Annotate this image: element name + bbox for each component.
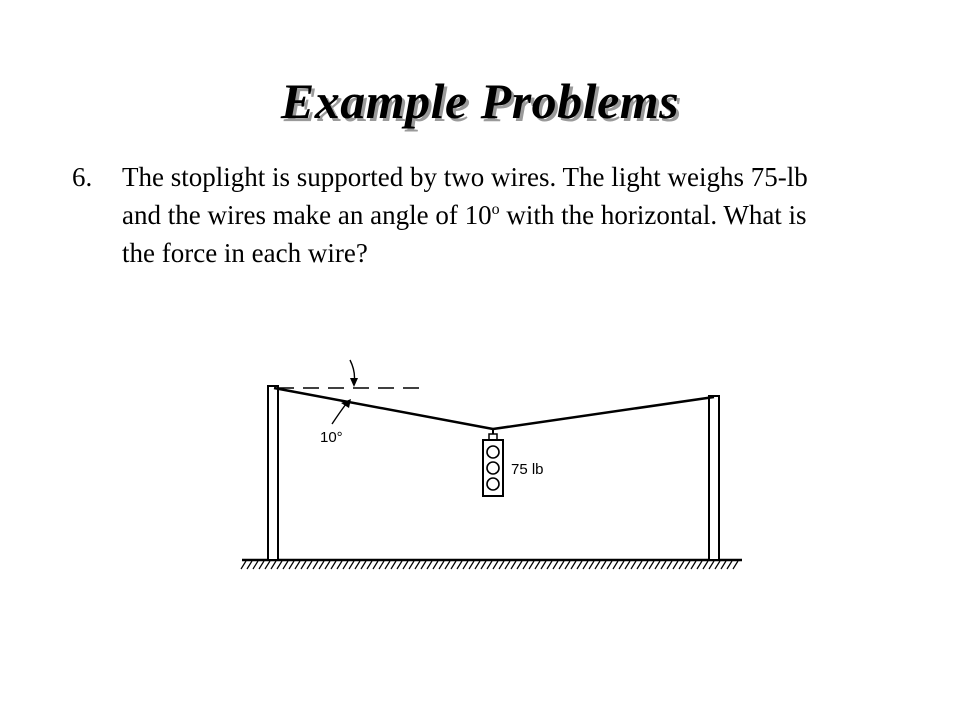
ground-hatch-line	[625, 561, 630, 569]
ground-hatch-line	[331, 561, 336, 569]
ground-hatch-line	[499, 561, 504, 569]
ground-hatch-line	[577, 561, 582, 569]
problem-statement	[72, 158, 812, 272]
ground-hatch-line	[589, 561, 594, 569]
ground-hatch-line	[253, 561, 258, 569]
ground-hatch-line	[319, 561, 324, 569]
ground-hatch-line	[283, 561, 288, 569]
ground-hatch-line	[691, 561, 696, 569]
stoplight-diagram	[232, 350, 752, 590]
ground-hatch-line	[727, 561, 732, 569]
weight-label: 75 lb	[511, 461, 544, 478]
left-wire	[274, 388, 493, 429]
problem-number: 6.	[72, 162, 93, 192]
problem-text-part2: with the horizontal. What is the force in each wire?	[122, 200, 807, 268]
ground-hatch-line	[619, 561, 624, 569]
ground-hatch-line	[637, 561, 642, 569]
ground-hatch-line	[343, 561, 348, 569]
ground-hatch-line	[685, 561, 690, 569]
ground-hatch-line	[367, 561, 372, 569]
ground-hatch-line	[307, 561, 312, 569]
angle-label: 10°	[320, 429, 343, 446]
ground-hatch-line	[433, 561, 438, 569]
ground-hatch-line	[379, 561, 384, 569]
ground-hatch-line	[601, 561, 606, 569]
ground-hatch-line	[469, 561, 474, 569]
ground-hatch-line	[661, 561, 666, 569]
ground-hatch-line	[289, 561, 294, 569]
ground-hatch-line	[421, 561, 426, 569]
ground-hatch-line	[547, 561, 552, 569]
degree-superscript: o	[491, 201, 500, 218]
signal-lamp-top	[487, 446, 499, 458]
ground-hatch-line	[703, 561, 708, 569]
ground-hatch-line	[463, 561, 468, 569]
ground-hatch-line	[373, 561, 378, 569]
problem-text	[122, 158, 812, 272]
ground-hatch-line	[403, 561, 408, 569]
ground-hatch-line	[415, 561, 420, 569]
ground-hatch-line	[259, 561, 264, 569]
ground	[241, 560, 742, 569]
ground-hatch-line	[337, 561, 342, 569]
ground-hatch-line	[529, 561, 534, 569]
ground-hatch-line	[385, 561, 390, 569]
ground-hatch-line	[265, 561, 270, 569]
ground-hatch-line	[553, 561, 558, 569]
right-wire	[493, 397, 714, 429]
ground-hatch-line	[493, 561, 498, 569]
ground-hatch-line	[679, 561, 684, 569]
ground-hatch-line	[349, 561, 354, 569]
ground-hatch-line	[439, 561, 444, 569]
ground-hatch-line	[673, 561, 678, 569]
ground-hatch-line	[655, 561, 660, 569]
ground-hatch-line	[391, 561, 396, 569]
slide-title: Example Problems	[280, 73, 680, 129]
ground-hatch-line	[631, 561, 636, 569]
ground-hatch-line	[277, 561, 282, 569]
ground-hatch-line	[295, 561, 300, 569]
ground-hatch-line	[709, 561, 714, 569]
ground-hatch-line	[505, 561, 510, 569]
ground-hatch-line	[445, 561, 450, 569]
ground-hatch-line	[613, 561, 618, 569]
left-pole	[268, 386, 278, 560]
ground-hatch-line	[565, 561, 570, 569]
ground-hatch-line	[271, 561, 276, 569]
ground-hatch-line	[427, 561, 432, 569]
ground-hatch-line	[487, 561, 492, 569]
ground-hatch-line	[451, 561, 456, 569]
ground-hatch-line	[475, 561, 480, 569]
ground-hatch-line	[643, 561, 648, 569]
signal-lamp-bottom	[487, 478, 499, 490]
ground-hatch-line	[535, 561, 540, 569]
ground-hatch-line	[697, 561, 702, 569]
ground-hatch-line	[409, 561, 414, 569]
right-pole	[709, 396, 719, 560]
ground-hatch-line	[397, 561, 402, 569]
ground-hatch-line	[517, 561, 522, 569]
signal-lamp-middle	[487, 462, 499, 474]
angle-arrow-bottom	[332, 399, 351, 424]
ground-hatch-line	[523, 561, 528, 569]
ground-hatch-line	[571, 561, 576, 569]
ground-hatch-line	[301, 561, 306, 569]
ground-hatch-line	[241, 561, 246, 569]
ground-hatch-line	[481, 561, 486, 569]
ground-hatch-line	[649, 561, 654, 569]
ground-hatch-line	[667, 561, 672, 569]
ground-hatch-line	[607, 561, 612, 569]
traffic-light	[483, 429, 503, 496]
ground-hatch-line	[541, 561, 546, 569]
ground-hatch-line	[511, 561, 516, 569]
ground-hatch-line	[457, 561, 462, 569]
ground-hatch-line	[355, 561, 360, 569]
problem-text-part1: The stoplight is supported by two wires. The light weighs 75-lb and the wires make an angle of 10	[122, 162, 808, 230]
ground-hatch-line	[595, 561, 600, 569]
ground-hatch-line	[715, 561, 720, 569]
angle-arrow-top	[350, 360, 358, 387]
ground-hatch-line	[313, 561, 318, 569]
ground-hatch-line	[361, 561, 366, 569]
ground-hatch-line	[247, 561, 252, 569]
ground-hatch-line	[583, 561, 588, 569]
ground-hatch-line	[721, 561, 726, 569]
ground-hatch-line	[559, 561, 564, 569]
ground-hatch-line	[733, 561, 738, 569]
ground-hatch-line	[325, 561, 330, 569]
